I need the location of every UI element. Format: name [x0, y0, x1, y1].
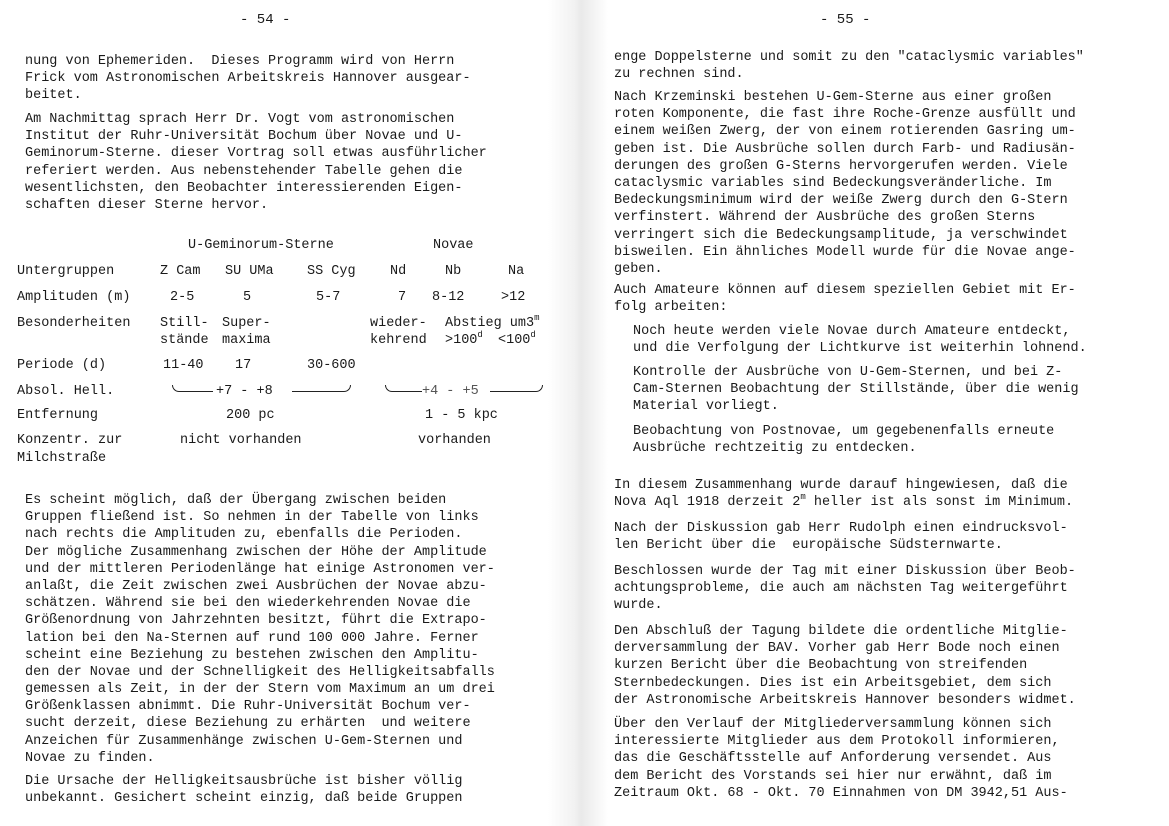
text-line: referiert werden. Aus nebenstehender Tabelle gehen die — [25, 163, 463, 179]
cell: Still- — [160, 316, 209, 331]
text-line: Gruppen fließend ist. So nehmen in der Tabelle von links — [25, 510, 479, 526]
row-label: Entfernung — [17, 408, 99, 423]
row-label: Milchstraße — [17, 451, 107, 466]
text-line: roten Komponente, die fast ihre Roche-Grenze ausfüllt und — [614, 107, 1076, 123]
text-line: Den Abschluß der Tagung bildete die ordentliche Mitglie- — [614, 624, 1068, 639]
text-line: Die Ursache der Helligkeitsausbrüche ist bisher völlig — [25, 774, 463, 789]
cell: 8-12 — [432, 290, 465, 305]
page-gutter — [548, 0, 608, 826]
cell: 17 — [235, 358, 252, 373]
text-segment: Nova Aql 1918 derzeit 2 — [614, 495, 801, 511]
brace-line — [385, 385, 422, 392]
cell: Na — [508, 264, 525, 279]
text-line: bisweilen. Ein ähnliches Modell wurde für die Novae ange- — [614, 244, 1076, 260]
superscript: d — [477, 330, 483, 340]
group-header-novae: Novae — [433, 238, 474, 253]
text-line: Der mögliche Zusammenhang zwischen der Höhe der Amplitude — [25, 544, 487, 560]
row-label: Amplituden (m) — [17, 290, 131, 305]
row-label: Periode (d) — [17, 358, 107, 373]
cell: stände — [160, 333, 209, 348]
superscript: m — [534, 313, 540, 323]
text-line: das die Geschäftsstelle auf Anforderung versendet. Aus — [614, 751, 1052, 767]
cell: Super- — [222, 316, 271, 331]
text-segment: heller ist als sonst im Minimum. — [805, 495, 1074, 511]
cell: Nb — [445, 264, 462, 279]
paragraph — [614, 563, 1076, 615]
superscript: d — [530, 330, 536, 340]
cell-text: <100 — [498, 333, 531, 348]
superscript: m — [800, 492, 806, 503]
text-line: Beobachtung von Postnovae, um gegebenenfalls erneute — [633, 424, 1055, 439]
text-line: Am Nachmittag sprach Herr Dr. Vogt vom astronomischen — [25, 112, 455, 127]
row-label: Untergruppen — [17, 264, 115, 279]
paragraph — [614, 89, 1076, 278]
cell-text: Abstieg um — [445, 316, 527, 331]
cell: Nd — [390, 264, 407, 279]
text-line: zu rechnen sind. — [614, 67, 744, 83]
cell: SU UMa — [225, 264, 274, 279]
text-line: Auch Amateure können auf diesem speziellen Gebiet mit Er- — [614, 283, 1076, 298]
text-line: derungen des großen G-Sterns hervorgerufen werden. Viele — [614, 158, 1068, 174]
text-line: Nach der Diskussion gab Herr Rudolph einen eindrucksvol- — [614, 521, 1068, 536]
paragraph — [614, 716, 1068, 802]
brace-line — [172, 385, 213, 392]
cell: 5 — [243, 290, 252, 305]
cell: +7 - +8 — [216, 384, 273, 399]
cell: vorhanden — [418, 433, 491, 448]
cell: 2-5 — [170, 290, 195, 305]
text-line: Geminorum-Sterne. dieser Vortrag soll etwas ausführlicher — [25, 146, 487, 162]
paragraph — [614, 49, 1084, 83]
text-line: schätzen. Während sie bei den wiederkehrenden Novae die — [25, 596, 471, 612]
paragraph — [25, 773, 462, 807]
text-line: Cam-Sternen Beobachtung der Stillstände, über die wenig — [633, 382, 1079, 398]
cell: nicht vorhanden — [180, 433, 302, 448]
list-item — [633, 423, 1054, 457]
text-line: Anzeichen für Zusammenhänge zwischen U-Gem-Sternen und — [25, 733, 463, 749]
cell: 200 pc — [226, 408, 275, 423]
brace-line — [490, 385, 543, 392]
text-line: Größenklassen abnimmt. Die Ruhr-Universität Bochum ver- — [25, 699, 471, 715]
paragraph — [614, 520, 1068, 554]
text-line: scheint eine Beziehung zu bestehen zwischen den Amplitu- — [25, 647, 479, 663]
cell: 30-600 — [307, 358, 356, 373]
text-line: Es scheint möglich, daß der Übergang zwischen beiden — [25, 493, 447, 508]
text-line: Noch heute werden viele Novae durch Amateure entdeckt, — [633, 324, 1071, 339]
page-number-left: - 54 - — [240, 12, 291, 28]
text-line: und die Verfolgung der Lichtkurve ist weiterhin lohnend. — [633, 341, 1087, 357]
paragraph — [614, 282, 1076, 316]
text-line: geben. — [614, 261, 663, 277]
row-label: Besonderheiten — [17, 316, 131, 331]
text-line: Kontrolle der Ausbrüche von U-Gem-Sternen, und bei Z- — [633, 365, 1063, 380]
text-line: Ausbrüche rechtzeitig zu entdecken. — [633, 441, 917, 457]
text-line — [614, 494, 1073, 511]
paragraph — [614, 623, 1076, 709]
cell: +4 - +5 — [422, 384, 479, 399]
text-line: enge Doppelsterne und somit zu den "cataclysmic variables" — [614, 50, 1084, 65]
text-line: In diesem Zusammenhang wurde darauf hingewiesen, daß die — [614, 478, 1068, 493]
text-line: geben ist. Die Ausbrüche sollen durch Farb- und Radiusän- — [614, 141, 1076, 157]
cell — [445, 315, 540, 332]
paragraph — [614, 477, 1073, 511]
text-line: schaften dieser Sterne hervor. — [25, 197, 269, 213]
text-line: wesentlichsten, den Beobachter interessierenden Eigen- — [25, 180, 463, 196]
page-number-right: - 55 - — [820, 12, 871, 28]
cell-text: >100 — [445, 333, 478, 348]
text-line: der Astronomische Arbeitskreis Hannover besonders widmet. — [614, 692, 1076, 708]
cell: maxima — [222, 333, 271, 348]
cell: Z Cam — [160, 264, 201, 279]
text-line: Größenordnung von Jahrzehnten besitzt, führt die Extrapo- — [25, 613, 487, 629]
text-line: wurde. — [614, 598, 663, 614]
text-line: verringert sich die Bedeckungsamplitude, ja verschwindet — [614, 227, 1068, 243]
cell: 5-7 — [316, 290, 341, 305]
cell: >12 — [501, 290, 526, 305]
text-line: Frick vom Astronomischen Arbeitskreis Hannover ausgear- — [25, 71, 471, 87]
cell-text: 3 — [526, 316, 535, 331]
cell — [498, 332, 536, 349]
text-line: sucht derzeit, diese Beziehung zu erhärten und weitere — [25, 716, 471, 732]
text-line: unbekannt. Gesichert scheint einzig, daß beide Gruppen — [25, 791, 463, 807]
paragraph — [25, 111, 487, 214]
cell: 7 — [398, 290, 407, 305]
text-line: kurzen Bericht über die Beobachtung von streifenden — [614, 658, 1028, 674]
text-line: Bedeckungsminimum wird der weiße Zwerg durch den G-Stern — [614, 193, 1068, 209]
paragraph — [25, 53, 471, 105]
text-line: Zeitraum Okt. 68 - Okt. 70 Einnahmen von DM 3942,51 Aus- — [614, 785, 1068, 801]
text-line: anlaßt, die Zeit zwischen zwei Ausbrüchen der Novae abzu- — [25, 578, 487, 594]
text-line: beitet. — [25, 88, 82, 104]
text-line: nach rechts die Amplituden zu, ebenfalls die Perioden. — [25, 527, 463, 543]
cell: SS Cyg — [307, 264, 356, 279]
text-line: dem Bericht des Vorstands sei hier nur erwähnt, daß im — [614, 768, 1052, 784]
cell: 11-40 — [163, 358, 204, 373]
text-line: Nach Krzeminski bestehen U-Gem-Sterne aus einer großen — [614, 90, 1052, 105]
text-line: den der Novae und der Schnelligkeit des Helligkeitsabfalls — [25, 664, 495, 680]
text-line: Novae zu finden. — [25, 750, 155, 766]
group-header-ugem: U-Geminorum-Sterne — [188, 238, 334, 253]
list-item — [633, 364, 1079, 416]
text-line: verfinstert. Während der Ausbrüche des großen Sterns — [614, 210, 1036, 226]
text-line: und der mittleren Periodenlänge hat einige Astronomen ver- — [25, 561, 495, 577]
cell — [445, 332, 483, 349]
brace-line — [292, 385, 351, 392]
text-line: derversammlung der BAV. Vorher gab Herr Bode noch einen — [614, 641, 1060, 657]
text-line: len Bericht über die europäische Südsternwarte. — [614, 538, 1003, 554]
cell: kehrend — [370, 333, 427, 348]
cell: 1 - 5 kpc — [425, 408, 498, 423]
text-line: Über den Verlauf der Mitgliederversammlung können sich — [614, 717, 1052, 732]
text-line: Beschlossen wurde der Tag mit einer Diskussion über Beob- — [614, 564, 1076, 579]
text-line: Material vorliegt. — [633, 399, 779, 415]
text-line: nung von Ephemeriden. Dieses Programm wird von Herrn — [25, 54, 455, 69]
text-line: lation bei den Na-Sternen auf rund 100 000 Jahre. Ferner — [25, 630, 479, 646]
text-line: folg arbeiten: — [614, 300, 728, 316]
text-line: einem weißen Zwerg, der von einem rotierenden Gasring um- — [614, 124, 1076, 140]
row-label: Konzentr. zur — [17, 433, 123, 448]
paragraph — [25, 492, 495, 767]
text-line: achtungsprobleme, die auch am nächsten Tag weitergeführt — [614, 581, 1068, 597]
list-item — [633, 323, 1087, 357]
text-line: cataclysmic variables sind Bedeckungsveränderliche. Im — [614, 175, 1052, 191]
text-line: interessierte Mitglieder aus dem Protokoll informieren, — [614, 734, 1060, 750]
row-label: Absol. Hell. — [17, 384, 115, 399]
cell: wieder- — [370, 316, 427, 331]
text-line: Sternbedeckungen. Dies ist ein Arbeitsgebiet, dem sich — [614, 675, 1052, 691]
text-line: Institut der Ruhr-Universität Bochum über Novae und U- — [25, 129, 463, 145]
text-line: gemessen als Zeit, in der der Stern vom Maximum an um drei — [25, 682, 495, 698]
